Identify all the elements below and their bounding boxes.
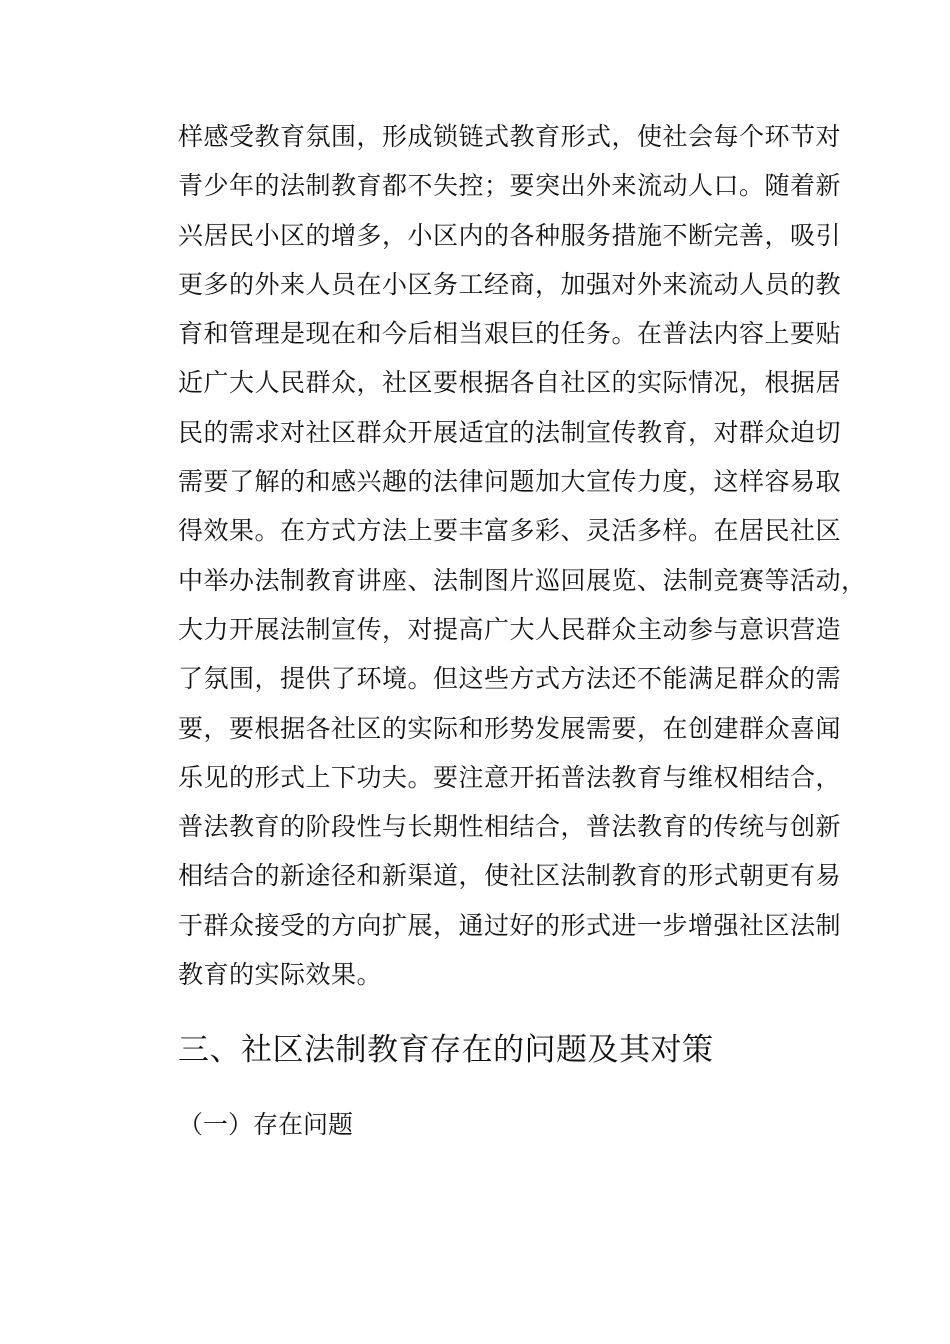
paragraph-line: 教育的实际效果。 [178,960,383,990]
paragraph-line: 样感受教育氛围，形成锁链式教育形式，使社会每个环节对 [178,122,842,151]
paragraph-line: 乐见的形式上下功夫。要注意开拓普法教育与维权相结合， [178,762,842,792]
paragraph-line: 于群众接受的方向扩展，通过好的形式进一步增强社区法制 [178,910,842,940]
section-heading: 三、社区法制教育存在的问题及其对策 [178,1032,714,1068]
paragraph-line: 普法教育的阶段性与长期性相结合，普法教育的传统与创新 [178,812,842,842]
paragraph-line: 大力开展法制宣传，对提高广大人民群众主动参与意识营造 [178,614,842,644]
paragraph-line: 了氛围，提供了环境。但这些方式方法还不能满足群众的需 [178,664,842,694]
paragraph-line: 兴居民小区的增多，小区内的各种服务措施不断完善，吸引 [178,220,842,250]
paragraph-line: 要，要根据各社区的实际和形势发展需要，在创建群众喜闻 [178,713,842,743]
paragraph-line: 近广大人民群众，社区要根据各自社区的实际情况，根据居 [178,368,842,398]
paragraph-line: 中举办法制教育讲座、法制图片巡回展览、法制竞赛等活动， [178,565,867,595]
paragraph-line: 民的需求对社区群众开展适宜的法制宣传教育，对群众迫切 [178,417,842,447]
paragraph-line: 青少年的法制教育都不失控；要突出外来流动人口。随着新 [178,171,842,201]
body-paragraph [178,112,867,999]
paragraph-line: 相结合的新途径和新渠道，使社区法制教育的形式朝更有易 [178,861,842,891]
sub-heading: （一）存在问题 [178,1110,354,1139]
paragraph-line: 更多的外来人员在小区务工经商，加强对外来流动人员的教 [178,269,842,299]
paragraph-line: 育和管理是现在和今后相当艰巨的任务。在普法内容上要贴 [178,319,842,349]
paragraph-line: 得效果。在方式方法上要丰富多彩、灵活多样。在居民社区 [178,516,842,546]
paragraph-line: 需要了解的和感兴趣的法律问题加大宣传力度，这样容易取 [178,467,842,497]
